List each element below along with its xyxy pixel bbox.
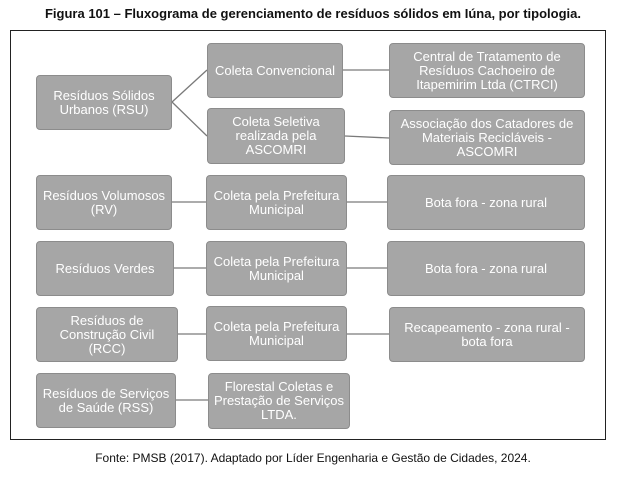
category-box-rcc: Resíduos de Construção Civil (RCC)	[36, 307, 178, 362]
figure-title: Figura 101 – Fluxograma de gerenciamento de resíduos sólidos em Iúna, por tipologia.	[44, 6, 581, 21]
category-box-rv: Resíduos Volumosos (RV)	[36, 175, 172, 230]
category-box-verdes: Resíduos Verdes	[36, 241, 174, 296]
connector-rsu-seletiva	[172, 102, 207, 136]
category-box-rsu: Resíduos Sólidos Urbanos (RSU)	[36, 75, 172, 130]
collection-box-coleta-seletiva: Coleta Seletiva realizada pela ASCOMRI	[207, 108, 345, 164]
collection-box-prefeitura-rv: Coleta pela Prefeitura Municipal	[206, 175, 347, 230]
figure-source: Fonte: PMSB (2017). Adaptado por Líder Engenharia e Gestão de Cidades, 2024.	[95, 451, 531, 465]
destination-box-recapeamento: Recapeamento - zona rural - bota fora	[389, 307, 585, 362]
destination-box-ctrci: Central de Tratamento de Resíduos Cachoeiro de Itapemirim Ltda (CTRCI)	[389, 43, 585, 98]
connector-seletiva-ascomri	[345, 136, 389, 138]
collection-box-prefeitura-verdes: Coleta pela Prefeitura Municipal	[206, 241, 347, 296]
collection-box-florestal-coletas: Florestal Coletas e Prestação de Serviços LTDA.	[208, 373, 350, 429]
destination-box-bota-fora-rv: Bota fora - zona rural	[387, 175, 585, 230]
collection-box-prefeitura-rcc: Coleta pela Prefeitura Municipal	[206, 306, 347, 361]
collection-box-coleta-convencional: Coleta Convencional	[207, 43, 343, 98]
category-box-rss: Resíduos de Serviços de Saúde (RSS)	[36, 373, 176, 428]
destination-box-ascomri: Associação dos Catadores de Materiais Recicláveis - ASCOMRI	[389, 110, 585, 165]
destination-box-bota-fora-verdes: Bota fora - zona rural	[387, 241, 585, 296]
connector-rsu-convencional	[172, 70, 207, 102]
